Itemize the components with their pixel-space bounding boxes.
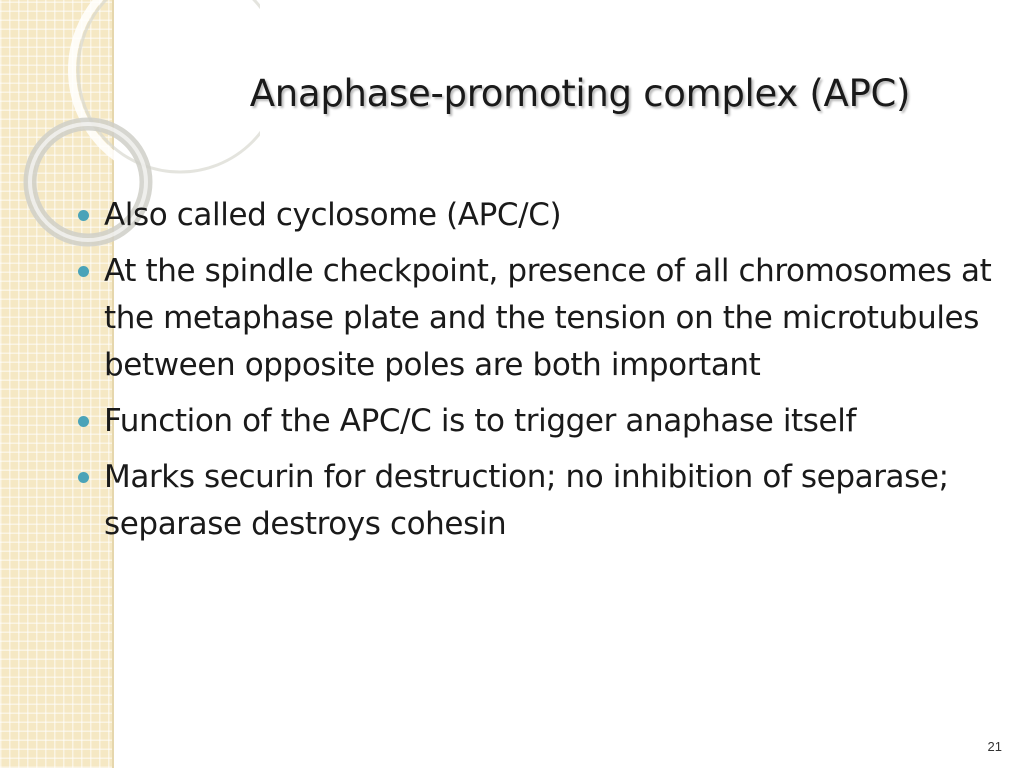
bullet-item	[78, 248, 998, 389]
bullet-dot-icon	[78, 210, 89, 221]
bullet-text: At the spindle checkpoint, presence of all chromosomes at the metaphase plate and the tension on the microtubules between opposite poles are both important	[104, 253, 992, 383]
bullet-dot-icon	[78, 266, 89, 277]
slide-title: Anaphase-promoting complex (APC)	[249, 72, 911, 115]
bullet-dot-icon	[78, 472, 89, 483]
bullet-text: Marks securin for destruction; no inhibition of separase; separase destroys cohesin	[104, 459, 949, 542]
bullet-text: Function of the APC/C is to trigger anaphase itself	[104, 403, 856, 439]
bullet-item	[78, 398, 998, 445]
bullet-item	[78, 192, 998, 239]
bullet-list	[78, 192, 998, 557]
bullet-item	[78, 454, 998, 548]
bullet-dot-icon	[78, 416, 89, 427]
bullet-text: Also called cyclosome (APC/C)	[104, 197, 562, 233]
page-number: 21	[987, 739, 1002, 754]
